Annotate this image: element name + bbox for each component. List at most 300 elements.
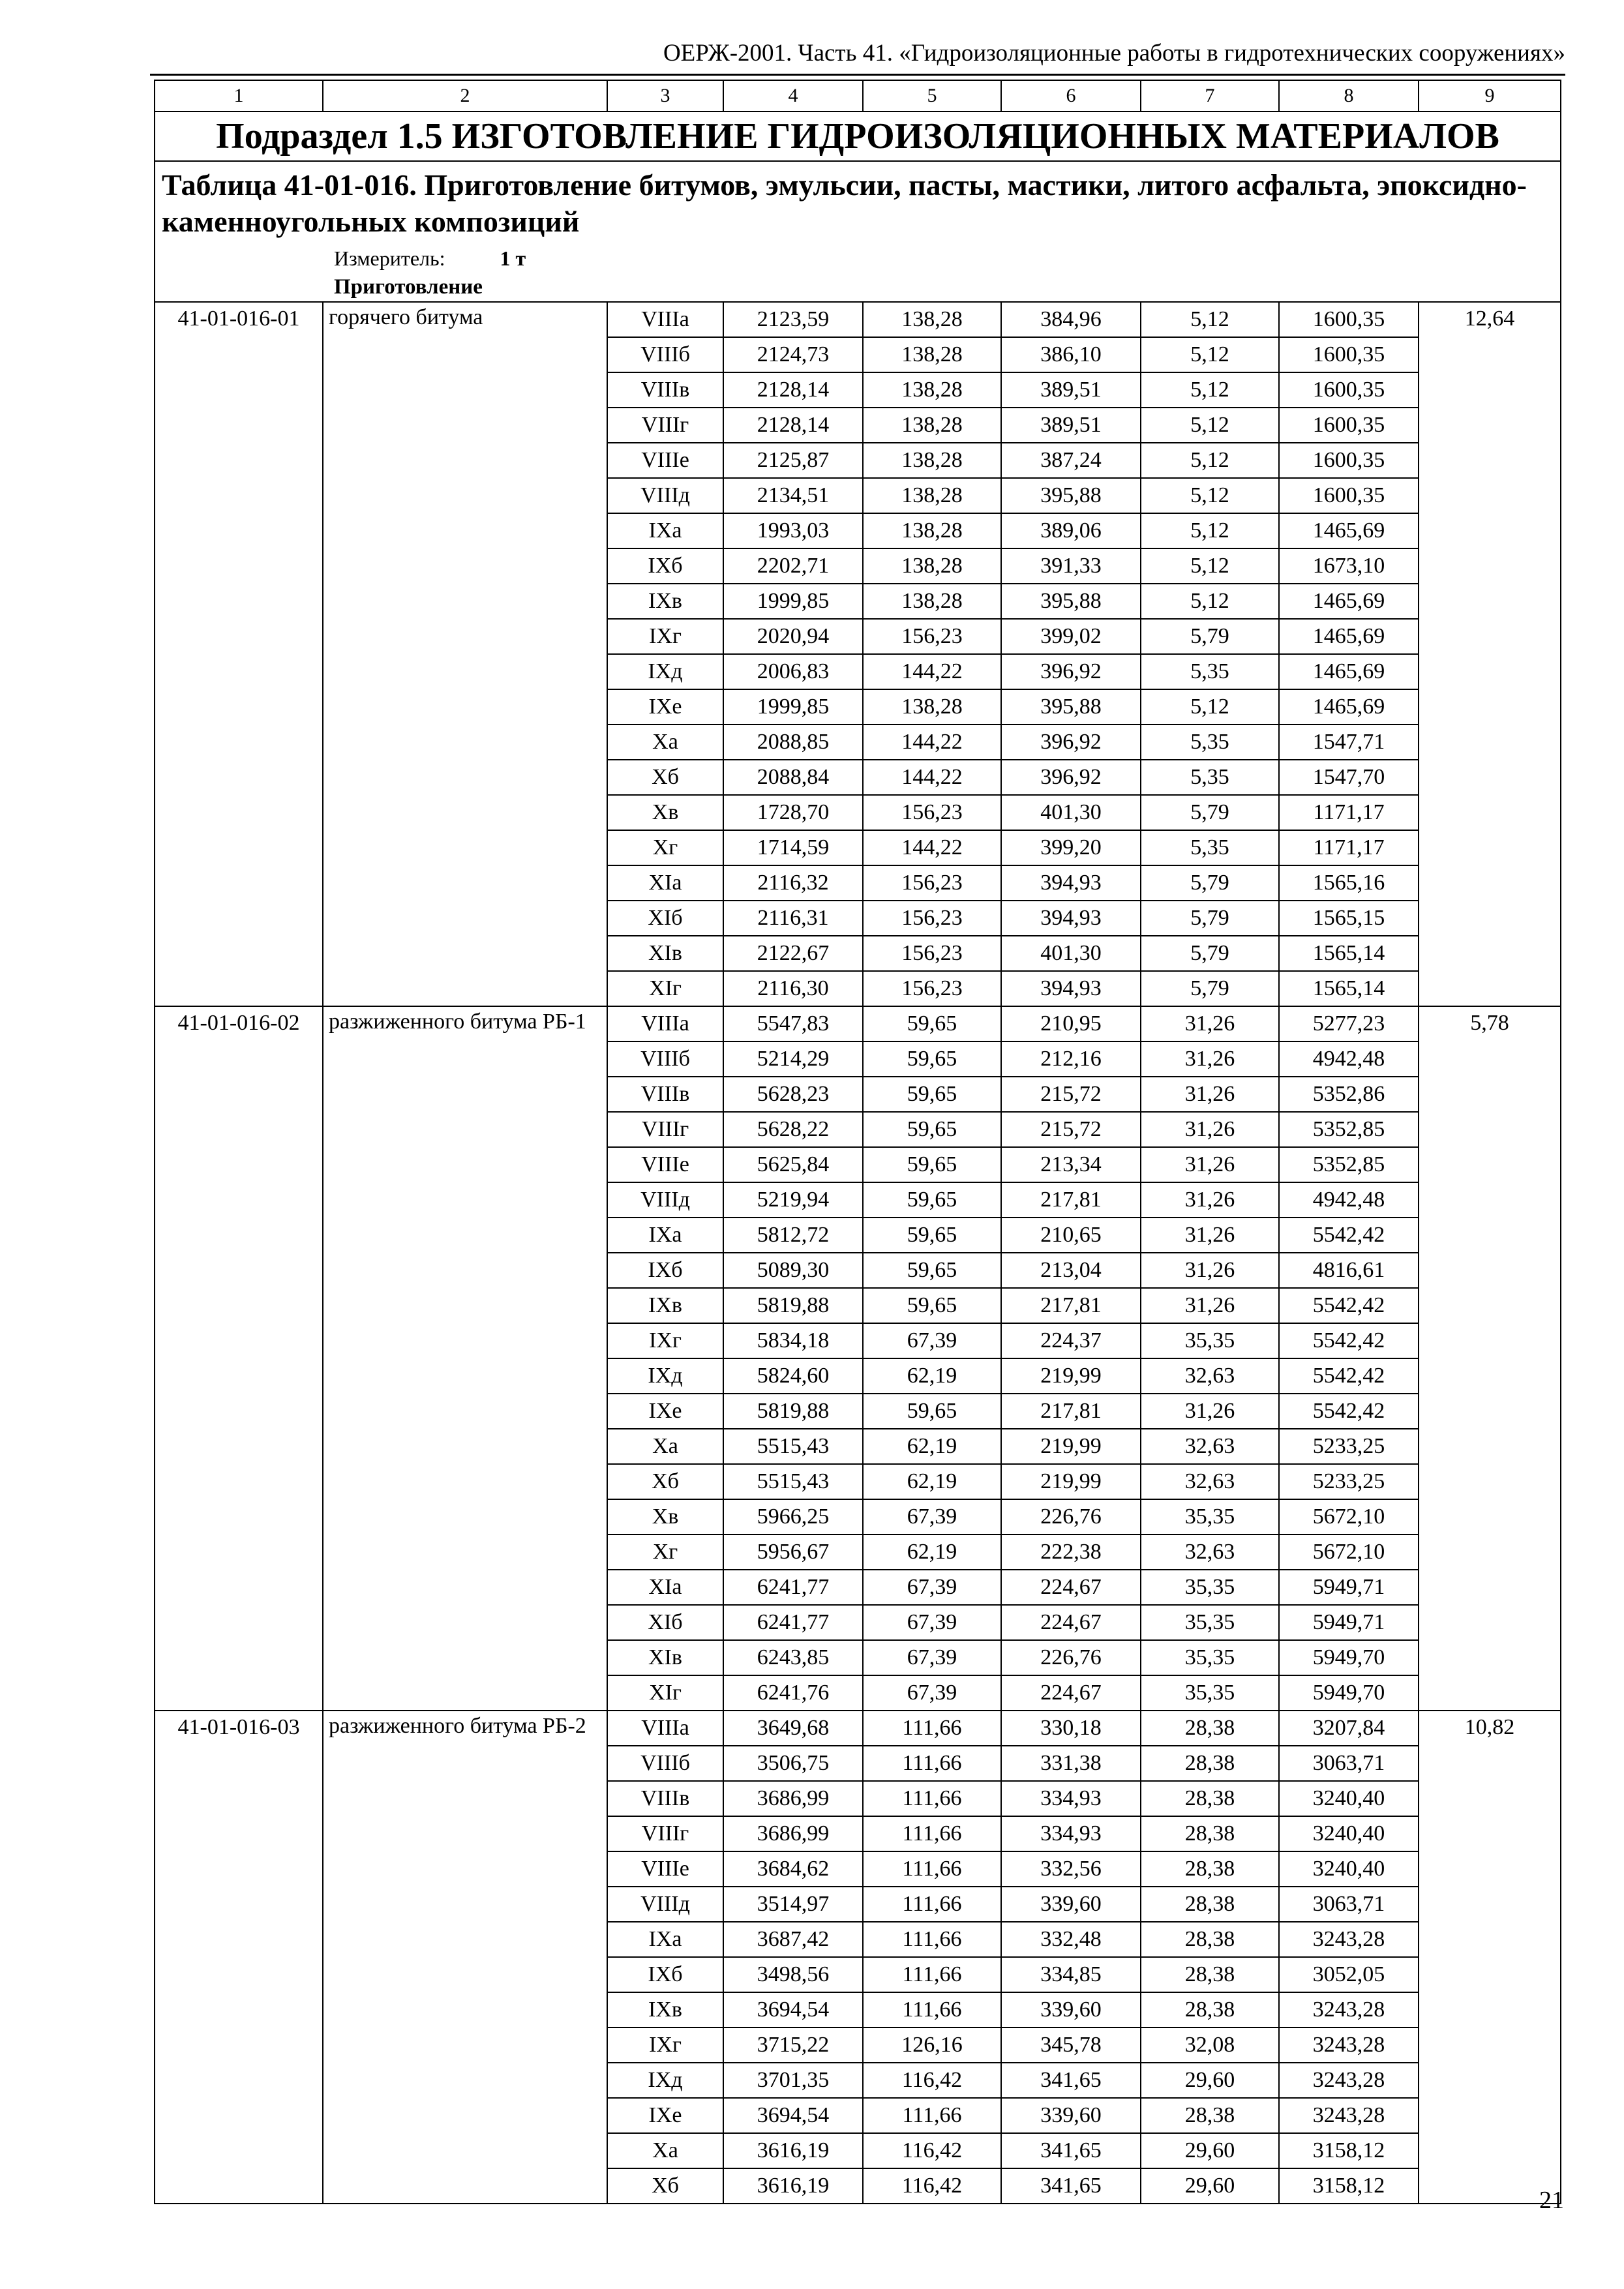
unit-value: 1 т	[500, 247, 526, 270]
value-cell: 5233,25	[1279, 1429, 1419, 1464]
value-cell: 334,93	[1001, 1816, 1141, 1851]
zone-cell: IXа	[607, 513, 723, 548]
value-cell: 31,26	[1141, 1041, 1279, 1077]
value-cell: 111,66	[863, 1851, 1001, 1887]
value-cell: 59,65	[863, 1182, 1001, 1218]
value-cell: 215,72	[1001, 1077, 1141, 1112]
value-cell: 3687,42	[723, 1922, 863, 1957]
value-cell: 29,60	[1141, 2063, 1279, 2098]
value-cell: 3063,71	[1279, 1746, 1419, 1781]
value-cell: 59,65	[863, 1077, 1001, 1112]
value-cell: 399,02	[1001, 619, 1141, 654]
value-cell: 5,35	[1141, 725, 1279, 760]
value-cell: 5,12	[1141, 513, 1279, 548]
value-cell: 35,35	[1141, 1499, 1279, 1534]
value-cell: 5233,25	[1279, 1464, 1419, 1499]
rate-code: 41-01-016-02	[155, 1006, 323, 1711]
value-cell: 59,65	[863, 1394, 1001, 1429]
value-cell: 3240,40	[1279, 1816, 1419, 1851]
value-cell: 59,65	[863, 1147, 1001, 1182]
value-cell: 2020,94	[723, 619, 863, 654]
zone-cell: Xб	[607, 760, 723, 795]
value-cell: 210,95	[1001, 1006, 1141, 1041]
value-cell: 28,38	[1141, 1957, 1279, 1992]
value-cell: 59,65	[863, 1288, 1001, 1323]
value-cell: 28,38	[1141, 2098, 1279, 2133]
zone-cell: IXе	[607, 689, 723, 725]
zone-cell: VIIIг	[607, 1112, 723, 1147]
value-cell: 3514,97	[723, 1887, 863, 1922]
value-cell: 1171,17	[1279, 830, 1419, 865]
value-cell: 3052,05	[1279, 1957, 1419, 1992]
value-cell: 2122,67	[723, 936, 863, 971]
zone-cell: IXа	[607, 1922, 723, 1957]
zone-cell: XIа	[607, 865, 723, 901]
value-cell: 5352,86	[1279, 1077, 1419, 1112]
value-cell: 31,26	[1141, 1288, 1279, 1323]
value-cell: 3243,28	[1279, 1922, 1419, 1957]
zone-cell: IXе	[607, 2098, 723, 2133]
value-cell: 5,12	[1141, 443, 1279, 478]
value-cell: 138,28	[863, 302, 1001, 337]
unit-row	[155, 244, 1561, 273]
value-cell: 5,35	[1141, 654, 1279, 689]
value-cell: 3506,75	[723, 1746, 863, 1781]
value-cell: 111,66	[863, 2098, 1001, 2133]
value-cell: 28,38	[1141, 1711, 1279, 1746]
value-cell: 35,35	[1141, 1640, 1279, 1675]
value-cell: 156,23	[863, 936, 1001, 971]
zone-cell: VIIIв	[607, 1077, 723, 1112]
zone-cell: VIIIа	[607, 1006, 723, 1041]
value-cell: 5672,10	[1279, 1534, 1419, 1570]
value-cell: 341,65	[1001, 2168, 1141, 2204]
value-cell: 5542,42	[1279, 1288, 1419, 1323]
value-cell: 28,38	[1141, 1992, 1279, 2027]
column-numbers-row	[155, 80, 1561, 112]
value-cell: 59,65	[863, 1112, 1001, 1147]
value-cell: 29,60	[1141, 2168, 1279, 2204]
value-cell: 35,35	[1141, 1675, 1279, 1711]
zone-cell: VIIIг	[607, 408, 723, 443]
column-number: 2	[323, 80, 607, 112]
running-header	[150, 37, 1565, 76]
value-cell: 31,26	[1141, 1077, 1279, 1112]
zone-cell: IXв	[607, 1992, 723, 2027]
value-cell: 395,88	[1001, 478, 1141, 513]
zone-cell: Xб	[607, 1464, 723, 1499]
value-cell: 217,81	[1001, 1394, 1141, 1429]
unit-cell	[155, 244, 1561, 273]
zone-cell: VIIIа	[607, 1711, 723, 1746]
value-cell: 156,23	[863, 865, 1001, 901]
value-cell: 35,35	[1141, 1570, 1279, 1605]
value-cell: 138,28	[863, 443, 1001, 478]
value-cell: 389,51	[1001, 408, 1141, 443]
value-cell: 5219,94	[723, 1182, 863, 1218]
value-cell: 345,78	[1001, 2027, 1141, 2063]
value-cell: 386,10	[1001, 337, 1141, 372]
value-cell: 5,79	[1141, 971, 1279, 1006]
value-cell: 62,19	[863, 1464, 1001, 1499]
value-cell: 3240,40	[1279, 1781, 1419, 1816]
value-cell: 219,99	[1001, 1358, 1141, 1394]
value-cell: 341,65	[1001, 2133, 1141, 2168]
value-cell: 3243,28	[1279, 1992, 1419, 2027]
table-caption: Таблица 41-01-016. Приготовление битумов, эмульсии, пасты, мастики, литого асфальта, эпоксидно-каменноугольных композиций	[155, 161, 1561, 244]
value-cell: 5628,23	[723, 1077, 863, 1112]
value-cell: 5956,67	[723, 1534, 863, 1570]
value-cell: 332,48	[1001, 1922, 1141, 1957]
value-cell: 5966,25	[723, 1499, 863, 1534]
zone-cell: IXд	[607, 1358, 723, 1394]
value-cell: 67,39	[863, 1499, 1001, 1534]
value-cell: 111,66	[863, 1746, 1001, 1781]
value-cell: 1465,69	[1279, 513, 1419, 548]
value-cell: 3694,54	[723, 2098, 863, 2133]
value-cell: 138,28	[863, 372, 1001, 408]
value-cell: 144,22	[863, 760, 1001, 795]
value-cell: 111,66	[863, 1992, 1001, 2027]
value-cell: 5819,88	[723, 1394, 863, 1429]
zone-cell: XIб	[607, 901, 723, 936]
value-cell: 138,28	[863, 408, 1001, 443]
value-cell: 5949,71	[1279, 1605, 1419, 1640]
value-cell: 1465,69	[1279, 584, 1419, 619]
value-cell: 5542,42	[1279, 1218, 1419, 1253]
value-cell: 394,93	[1001, 901, 1141, 936]
value-cell: 2128,14	[723, 408, 863, 443]
zone-cell: IXд	[607, 2063, 723, 2098]
value-cell: 5352,85	[1279, 1112, 1419, 1147]
value-cell: 226,76	[1001, 1640, 1141, 1675]
value-cell: 212,16	[1001, 1041, 1141, 1077]
zone-cell: Xб	[607, 2168, 723, 2204]
value-cell: 226,76	[1001, 1499, 1141, 1534]
labor-cost-cell: 10,82	[1419, 1711, 1561, 2204]
value-cell: 144,22	[863, 725, 1001, 760]
zone-cell: IXг	[607, 2027, 723, 2063]
zone-cell: Xа	[607, 725, 723, 760]
zone-cell: IXд	[607, 654, 723, 689]
value-cell: 2128,14	[723, 372, 863, 408]
value-cell: 5352,85	[1279, 1147, 1419, 1182]
zone-cell: VIIIе	[607, 1147, 723, 1182]
value-cell: 6241,76	[723, 1675, 863, 1711]
zone-cell: VIIIд	[607, 478, 723, 513]
zone-cell: VIIIб	[607, 337, 723, 372]
group-row	[155, 273, 1561, 302]
value-cell: 1565,14	[1279, 936, 1419, 971]
value-cell: 2116,31	[723, 901, 863, 936]
value-cell: 59,65	[863, 1218, 1001, 1253]
zone-cell: IXг	[607, 1323, 723, 1358]
zone-cell: XIв	[607, 1640, 723, 1675]
value-cell: 2202,71	[723, 548, 863, 584]
value-cell: 1171,17	[1279, 795, 1419, 830]
zone-cell: IXг	[607, 619, 723, 654]
value-cell: 28,38	[1141, 1887, 1279, 1922]
value-cell: 59,65	[863, 1006, 1001, 1041]
value-cell: 389,51	[1001, 372, 1141, 408]
column-number: 7	[1141, 80, 1279, 112]
value-cell: 28,38	[1141, 1816, 1279, 1851]
value-cell: 3207,84	[1279, 1711, 1419, 1746]
value-cell: 32,63	[1141, 1464, 1279, 1499]
value-cell: 5,79	[1141, 865, 1279, 901]
value-cell: 5515,43	[723, 1464, 863, 1499]
value-cell: 1600,35	[1279, 408, 1419, 443]
value-cell: 1600,35	[1279, 478, 1419, 513]
value-cell: 2116,30	[723, 971, 863, 1006]
value-cell: 3158,12	[1279, 2133, 1419, 2168]
value-cell: 5,12	[1141, 337, 1279, 372]
value-cell: 219,99	[1001, 1429, 1141, 1464]
value-cell: 5819,88	[723, 1288, 863, 1323]
value-cell: 341,65	[1001, 2063, 1141, 2098]
value-cell: 395,88	[1001, 689, 1141, 725]
header-rule	[150, 74, 1565, 76]
value-cell: 387,24	[1001, 443, 1141, 478]
value-cell: 395,88	[1001, 584, 1141, 619]
value-cell: 3701,35	[723, 2063, 863, 2098]
value-cell: 59,65	[863, 1041, 1001, 1077]
value-cell: 35,35	[1141, 1605, 1279, 1640]
value-cell: 116,42	[863, 2133, 1001, 2168]
labor-cost-cell: 5,78	[1419, 1006, 1561, 1711]
value-cell: 5824,60	[723, 1358, 863, 1394]
value-cell: 126,16	[863, 2027, 1001, 2063]
value-cell: 219,99	[1001, 1464, 1141, 1499]
value-cell: 2134,51	[723, 478, 863, 513]
subsection-title: Подраздел 1.5 ИЗГОТОВЛЕНИЕ ГИДРОИЗОЛЯЦИОННЫХ МАТЕРИАЛОВ	[155, 112, 1561, 161]
value-cell: 31,26	[1141, 1112, 1279, 1147]
value-cell: 156,23	[863, 619, 1001, 654]
value-cell: 5,12	[1141, 372, 1279, 408]
value-cell: 116,42	[863, 2168, 1001, 2204]
value-cell: 156,23	[863, 901, 1001, 936]
value-cell: 138,28	[863, 513, 1001, 548]
zone-cell: Xа	[607, 2133, 723, 2168]
value-cell: 28,38	[1141, 1746, 1279, 1781]
value-cell: 35,35	[1141, 1323, 1279, 1358]
value-cell: 330,18	[1001, 1711, 1141, 1746]
value-cell: 3158,12	[1279, 2168, 1419, 2204]
value-cell: 111,66	[863, 1887, 1001, 1922]
value-cell: 1600,35	[1279, 337, 1419, 372]
value-cell: 156,23	[863, 971, 1001, 1006]
value-cell: 3694,54	[723, 1992, 863, 2027]
value-cell: 3684,62	[723, 1851, 863, 1887]
table-body	[155, 80, 1561, 2204]
value-cell: 5628,22	[723, 1112, 863, 1147]
zone-cell: VIIIв	[607, 372, 723, 408]
value-cell: 5949,70	[1279, 1675, 1419, 1711]
value-cell: 4942,48	[1279, 1041, 1419, 1077]
value-cell: 391,33	[1001, 548, 1141, 584]
value-cell: 3240,40	[1279, 1851, 1419, 1887]
running-title: ОЕРЖ-2001. Часть 41. «Гидроизоляционные работы в гидротехнических сооружениях»	[663, 40, 1565, 67]
value-cell: 28,38	[1141, 1851, 1279, 1887]
value-cell: 1465,69	[1279, 619, 1419, 654]
value-cell: 1600,35	[1279, 443, 1419, 478]
value-cell: 224,37	[1001, 1323, 1141, 1358]
column-number: 4	[723, 80, 863, 112]
value-cell: 384,96	[1001, 302, 1141, 337]
value-cell: 4816,61	[1279, 1253, 1419, 1288]
value-cell: 67,39	[863, 1323, 1001, 1358]
value-cell: 111,66	[863, 1957, 1001, 1992]
zone-cell: IXб	[607, 548, 723, 584]
value-cell: 6243,85	[723, 1640, 863, 1675]
value-cell: 5214,29	[723, 1041, 863, 1077]
value-cell: 144,22	[863, 654, 1001, 689]
value-cell: 67,39	[863, 1640, 1001, 1675]
value-cell: 399,20	[1001, 830, 1141, 865]
value-cell: 1565,15	[1279, 901, 1419, 936]
value-cell: 138,28	[863, 478, 1001, 513]
value-cell: 222,38	[1001, 1534, 1141, 1570]
value-cell: 156,23	[863, 795, 1001, 830]
value-cell: 31,26	[1141, 1006, 1279, 1041]
value-cell: 67,39	[863, 1605, 1001, 1640]
value-cell: 389,06	[1001, 513, 1141, 548]
value-cell: 111,66	[863, 1922, 1001, 1957]
value-cell: 5,35	[1141, 830, 1279, 865]
value-cell: 5542,42	[1279, 1323, 1419, 1358]
value-cell: 138,28	[863, 548, 1001, 584]
value-cell: 3649,68	[723, 1711, 863, 1746]
zone-cell: Xв	[607, 1499, 723, 1534]
value-cell: 215,72	[1001, 1112, 1141, 1147]
zone-cell: IXв	[607, 584, 723, 619]
column-number: 9	[1419, 80, 1561, 112]
value-cell: 3243,28	[1279, 2098, 1419, 2133]
value-cell: 5547,83	[723, 1006, 863, 1041]
value-cell: 5834,18	[723, 1323, 863, 1358]
table-row	[155, 302, 1561, 337]
subsection-row	[155, 112, 1561, 161]
value-cell: 32,63	[1141, 1358, 1279, 1394]
rate-name: разжиженного битума РБ-2	[323, 1711, 607, 2204]
value-cell: 4942,48	[1279, 1182, 1419, 1218]
zone-cell: VIIIг	[607, 1816, 723, 1851]
value-cell: 5,79	[1141, 619, 1279, 654]
value-cell: 3616,19	[723, 2168, 863, 2204]
value-cell: 6241,77	[723, 1570, 863, 1605]
value-cell: 32,63	[1141, 1429, 1279, 1464]
value-cell: 1600,35	[1279, 302, 1419, 337]
value-cell: 2116,32	[723, 865, 863, 901]
value-cell: 5277,23	[1279, 1006, 1419, 1041]
value-cell: 3686,99	[723, 1816, 863, 1851]
zone-cell: Xа	[607, 1429, 723, 1464]
value-cell: 1565,16	[1279, 865, 1419, 901]
value-cell: 138,28	[863, 337, 1001, 372]
value-cell: 217,81	[1001, 1182, 1141, 1218]
group-label: Приготовление	[334, 275, 483, 299]
value-cell: 1600,35	[1279, 372, 1419, 408]
zone-cell: XIб	[607, 1605, 723, 1640]
value-cell: 1547,70	[1279, 760, 1419, 795]
value-cell: 62,19	[863, 1429, 1001, 1464]
value-cell: 401,30	[1001, 795, 1141, 830]
value-cell: 5,12	[1141, 478, 1279, 513]
value-cell: 224,67	[1001, 1605, 1141, 1640]
value-cell: 5542,42	[1279, 1394, 1419, 1429]
value-cell: 1993,03	[723, 513, 863, 548]
value-cell: 31,26	[1141, 1182, 1279, 1218]
value-cell: 111,66	[863, 1781, 1001, 1816]
zone-cell: IXб	[607, 1957, 723, 1992]
value-cell: 210,65	[1001, 1218, 1141, 1253]
value-cell: 339,60	[1001, 1992, 1141, 2027]
value-cell: 111,66	[863, 1816, 1001, 1851]
value-cell: 5515,43	[723, 1429, 863, 1464]
zone-cell: VIIIа	[607, 302, 723, 337]
value-cell: 396,92	[1001, 654, 1141, 689]
zone-cell: VIIIб	[607, 1041, 723, 1077]
labor-cost-cell: 12,64	[1419, 302, 1561, 1006]
rate-code: 41-01-016-03	[155, 1711, 323, 2204]
value-cell: 28,38	[1141, 1922, 1279, 1957]
value-cell: 5625,84	[723, 1147, 863, 1182]
value-cell: 62,19	[863, 1534, 1001, 1570]
value-cell: 2123,59	[723, 302, 863, 337]
value-cell: 217,81	[1001, 1288, 1141, 1323]
value-cell: 5,12	[1141, 408, 1279, 443]
zone-cell: VIIIд	[607, 1887, 723, 1922]
column-number: 1	[155, 80, 323, 112]
value-cell: 394,93	[1001, 971, 1141, 1006]
value-cell: 1547,71	[1279, 725, 1419, 760]
table-row	[155, 1006, 1561, 1041]
value-cell: 5,79	[1141, 795, 1279, 830]
value-cell: 1565,14	[1279, 971, 1419, 1006]
column-number: 3	[607, 80, 723, 112]
column-number: 6	[1001, 80, 1141, 112]
value-cell: 213,04	[1001, 1253, 1141, 1288]
value-cell: 32,08	[1141, 2027, 1279, 2063]
value-cell: 31,26	[1141, 1253, 1279, 1288]
value-cell: 396,92	[1001, 760, 1141, 795]
value-cell: 5,12	[1141, 584, 1279, 619]
value-cell: 5949,70	[1279, 1640, 1419, 1675]
value-cell: 339,60	[1001, 2098, 1141, 2133]
value-cell: 3715,22	[723, 2027, 863, 2063]
value-cell: 62,19	[863, 1358, 1001, 1394]
table-row	[155, 1711, 1561, 1746]
value-cell: 5672,10	[1279, 1499, 1419, 1534]
column-number: 5	[863, 80, 1001, 112]
zone-cell: XIг	[607, 1675, 723, 1711]
value-cell: 334,93	[1001, 1781, 1141, 1816]
value-cell: 334,85	[1001, 1957, 1141, 1992]
value-cell: 5,12	[1141, 302, 1279, 337]
zone-cell: VIIIе	[607, 443, 723, 478]
value-cell: 67,39	[863, 1570, 1001, 1605]
value-cell: 1999,85	[723, 689, 863, 725]
rates-table	[154, 80, 1561, 2204]
value-cell: 67,39	[863, 1675, 1001, 1711]
value-cell: 5812,72	[723, 1218, 863, 1253]
value-cell: 5542,42	[1279, 1358, 1419, 1394]
value-cell: 3686,99	[723, 1781, 863, 1816]
zone-cell: XIв	[607, 936, 723, 971]
value-cell: 5089,30	[723, 1253, 863, 1288]
value-cell: 224,67	[1001, 1570, 1141, 1605]
zone-cell: Xг	[607, 830, 723, 865]
